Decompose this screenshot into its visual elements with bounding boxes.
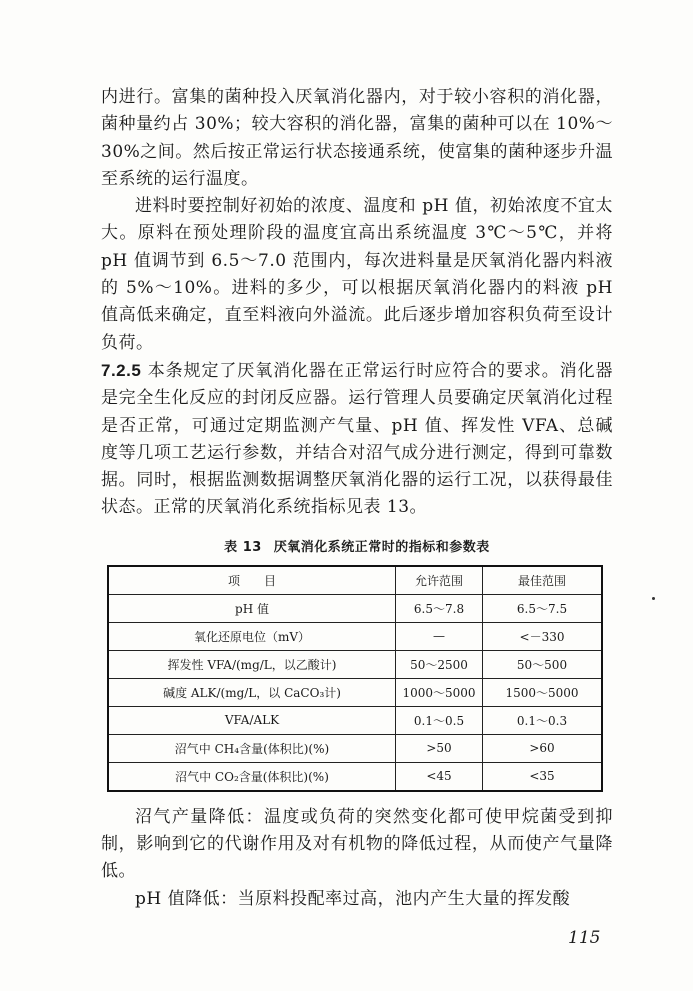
table-row — [108, 622, 602, 650]
row-allowed: >50 — [396, 734, 483, 762]
row-item: 氧化还原电位（mV） — [108, 622, 396, 650]
section-7-2-5 — [101, 357, 613, 522]
row-item: pH 值 — [108, 594, 396, 622]
table-row — [108, 734, 602, 762]
row-item: 沼气中 CH₄含量(体积比)(%) — [108, 734, 396, 762]
header-optimal-range: 最佳范围 — [483, 566, 603, 595]
table-number: 表 13 — [224, 539, 262, 555]
row-optimal: 0.1～0.3 — [483, 706, 603, 734]
scan-speck — [652, 597, 655, 600]
header-item: 项 目 — [108, 566, 396, 595]
row-item: 沼气中 CO₂含量(体积比)(%) — [108, 762, 396, 791]
paragraph-inoculation-continued: 内进行。富集的菌种投入厌氧消化器内，对于较小容积的消化器，菌种量约占 30%；较大容积的消化器，富集的菌种可以在 10%～30%之间。然后按正常运行状态接通系统，使富集的菌种逐步升温至系统的运行温度。 — [101, 87, 613, 189]
row-allowed: 6.5～7.8 — [396, 594, 483, 622]
table-row — [108, 594, 602, 622]
section-text: 本条规定了厌氧消化器在正常运行时应符合的要求。消化器是完全生化反应的封闭反应器。运行管理人员要确定厌氧消化过程是否正常，可通过定期监测产气量、pH 值、挥发性 VFA、总碱度等几项工艺运行参数，并结合对沼气成分进行测定，得到可靠数据。同时，根据监测数据调整厌氧消化器的运行工况，以获得最佳状态。正常的厌氧消化系统指标见表 13。 — [101, 360, 613, 518]
row-item: VFA/ALK — [108, 706, 396, 734]
page-content — [101, 84, 613, 913]
parameters-table — [107, 565, 603, 792]
row-allowed: <45 — [396, 762, 483, 791]
header-allowed-range: 允许范围 — [396, 566, 483, 595]
row-optimal: <－330 — [483, 622, 603, 650]
row-allowed: 50～2500 — [396, 650, 483, 678]
row-item: 碱度 ALK/(mg/L，以 CaCO₃计) — [108, 678, 396, 706]
row-allowed: 1000～5000 — [396, 678, 483, 706]
table-caption — [101, 536, 613, 555]
row-optimal: 6.5～7.5 — [483, 594, 603, 622]
section-number: 7.2.5 — [101, 360, 142, 380]
table-row — [108, 678, 602, 706]
row-optimal: <35 — [483, 762, 603, 791]
page-number: 115 — [568, 928, 601, 948]
row-allowed: — — [396, 622, 483, 650]
table-header-row — [108, 566, 602, 595]
paragraph-feeding: 进料时要控制好初始的浓度、温度和 pH 值，初始浓度不宜太大。原料在预处理阶段的温度宜高出系统温度 3℃～5℃，并将 pH 值调节到 6.5～7.0 范围内，每次进料量是厌氧消化器内料液的 5%～10%。进料的多少，可以根据厌氧消化器内的料液 pH 值高低来确定，直至料液向外溢流。此后逐步增加容积负荷至设计负荷。 — [101, 196, 613, 353]
table-row — [108, 706, 602, 734]
paragraph-ph-decrease: pH 值降低：当原料投配率过高，池内产生大量的挥发酸 — [135, 888, 571, 909]
row-optimal: 50～500 — [483, 650, 603, 678]
table-title: 厌氧消化系统正常时的指标和参数表 — [273, 539, 490, 555]
row-optimal: >60 — [483, 734, 603, 762]
table-row — [108, 650, 602, 678]
row-optimal: 1500～5000 — [483, 678, 603, 706]
table-row — [108, 762, 602, 791]
paragraph-biogas-decrease: 沼气产量降低：温度或负荷的突然变化都可使甲烷菌受到抑制，影响到它的代谢作用及对有机物的降低过程，从而使产气量降低。 — [101, 806, 613, 882]
row-allowed: 0.1～0.5 — [396, 706, 483, 734]
row-item: 挥发性 VFA/(mg/L，以乙酸计) — [108, 650, 396, 678]
